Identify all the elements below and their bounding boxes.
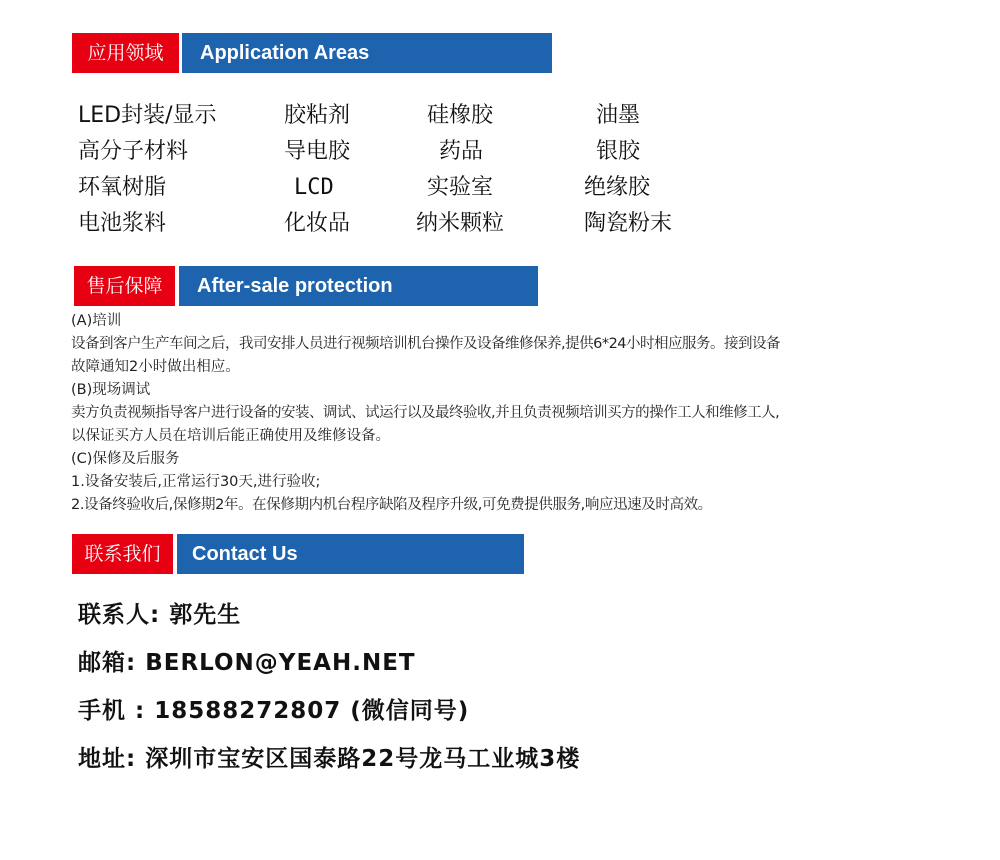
area-item: 电池浆料 [78, 211, 167, 236]
application-areas-title-en: Application Areas [182, 33, 552, 73]
area-item: 药品 [439, 139, 484, 164]
contact-address: 地址: 深圳市宝安区国泰路22号龙马工业城3楼 [78, 746, 581, 772]
area-item: 油墨 [596, 103, 641, 128]
area-item: 高分子材料 [78, 139, 189, 164]
contact-header [72, 534, 524, 574]
after-sale-title-cn: 售后保障 [74, 266, 175, 306]
contact-title-en: Contact Us [177, 534, 524, 574]
area-item: 银胶 [596, 139, 641, 164]
area-item: 实验室 [427, 175, 494, 200]
area-item: 纳米颗粒 [416, 211, 505, 236]
after-sale-line: 2.设备终验收后,保修期2年。在保修期内机台程序缺陷及程序升级,可免费提供服务,响应迅速及时高效。 [71, 497, 712, 513]
area-item: 化妆品 [284, 211, 351, 236]
area-item: LCD [294, 175, 334, 200]
after-sale-line: (C)保修及后服务 [71, 451, 180, 467]
application-areas-header [72, 33, 552, 73]
contact-info [78, 595, 580, 787]
area-item: 导电胶 [284, 139, 351, 164]
contact-person: 联系人: 郭先生 [78, 602, 242, 628]
after-sale-text [71, 310, 951, 517]
area-item: 陶瓷粉末 [584, 211, 673, 236]
area-item: LED封装/显示 [78, 103, 217, 128]
after-sale-line: (A)培训 [71, 313, 122, 329]
after-sale-line: 卖方负责视频指导客户进行设备的安装、调试、试运行以及最终验收,并且负责视频培训买方的操作工人和维修工人, [71, 405, 780, 421]
after-sale-line: (B)现场调试 [71, 382, 151, 398]
contact-phone[interactable]: 手机 : 18588272807 (微信同号) [78, 698, 470, 724]
after-sale-title-en: After-sale protection [179, 266, 538, 306]
application-areas-title-cn: 应用领域 [72, 33, 179, 73]
area-item: 硅橡胶 [427, 103, 494, 128]
after-sale-line: 以保证买方人员在培训后能正确使用及维修设备。 [71, 428, 390, 444]
after-sale-header [74, 266, 538, 306]
contact-title-cn: 联系我们 [72, 534, 173, 574]
contact-email[interactable]: 邮箱: BERLON@YEAH.NET [78, 650, 416, 676]
after-sale-line: 1.设备安装后,正常运行30天,进行验收; [71, 474, 321, 490]
area-item: 环氧树脂 [78, 175, 167, 200]
after-sale-line: 故障通知2小时做出相应。 [71, 359, 240, 375]
area-item: 胶粘剂 [284, 103, 351, 128]
after-sale-line: 设备到客户生产车间之后，我司安排人员进行视频培训机台操作及设备维修保养,提供6*24小时相应服务。接到设备 [71, 336, 781, 352]
area-item: 绝缘胶 [584, 175, 651, 200]
